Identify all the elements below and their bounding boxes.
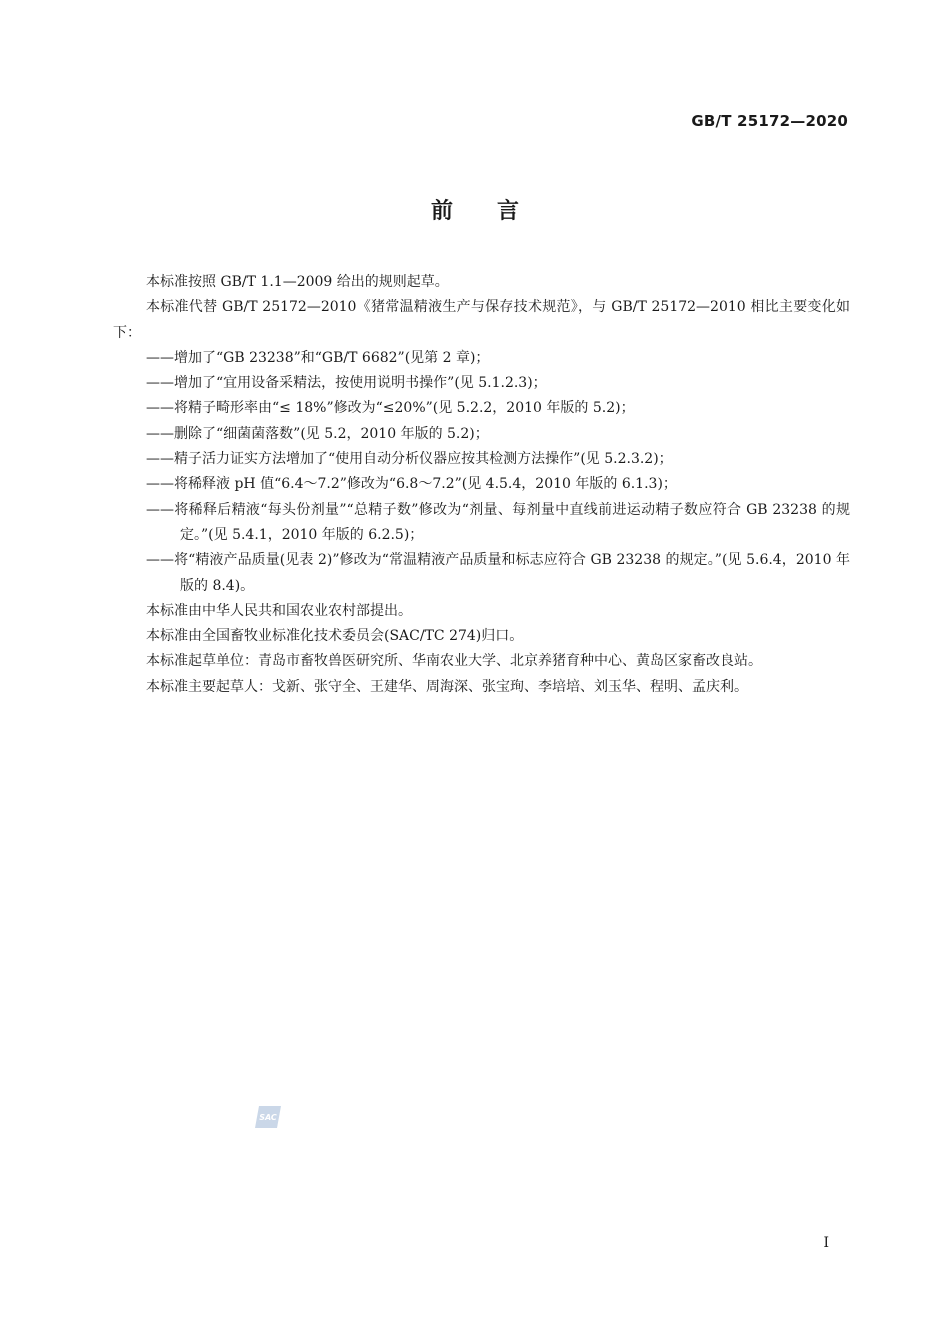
sac-logo-icon — [254, 1104, 282, 1130]
paragraph: 本标准由全国畜牧业标准化技术委员会(SAC/TC 274)归口。 — [146, 628, 524, 645]
change-item: ——增加了“GB 23238”和“GB/T 6682”(见第 2 章)； — [146, 349, 490, 366]
paragraph: 本标准代替 GB/T 25172—2010《猪常温精液生产与保存技术规范》，与 GB/T 25172—2010 相比主要变化如下： — [113, 299, 850, 341]
paragraph: 本标准起草单位：青岛市畜牧兽医研究所、华南农业大学、北京养猪育种中心、黄岛区家畜改良站。 — [146, 653, 762, 670]
change-item: ——将“精液产品质量(见表 2)”修改为“常温精液产品质量和标志应符合 GB 23238 的规定。”(见 5.6.4，2010 年版的 8.4)。 — [146, 552, 850, 594]
change-item: ——将稀释后精液“每头份剂量”“总精子数”修改为“剂量、每剂量中直线前进运动精子数应符合 GB 23238 的规定。”(见 5.4.1，2010 年版的 6.2.5)； — [146, 501, 850, 543]
foreword-body — [113, 270, 850, 700]
change-item: ——增加了“宜用设备采精法，按使用说明书操作”(见 5.1.2.3)； — [146, 375, 547, 392]
change-item: ——将精子畸形率由“≤ 18%”修改为“≤20%”(见 5.2.2，2010 年版的 5.2)； — [146, 400, 635, 417]
paragraph: 本标准由中华人民共和国农业农村部提出。 — [146, 602, 412, 619]
page-number: I — [823, 1235, 829, 1251]
change-item: ——删除了“细菌菌落数”(见 5.2，2010 年版的 5.2)； — [146, 425, 489, 442]
change-item: ——精子活力证实方法增加了“使用自动分析仪器应按其检测方法操作”(见 5.2.3.2)； — [146, 451, 673, 468]
change-item: ——将稀释液 pH 值“6.4～7.2”修改为“6.8～7.2”(见 4.5.4，2010 年版的 6.1.3)； — [146, 476, 677, 493]
svg-text:SAC: SAC — [259, 1113, 277, 1122]
standard-code: GB/T 25172—2020 — [691, 112, 848, 130]
sac-watermark-logo — [254, 1104, 282, 1130]
paragraph: 本标准主要起草人：戈新、张守全、王建华、周海深、张宝珣、李培培、刘玉华、程明、孟庆利。 — [146, 678, 748, 695]
paragraph: 本标准按照 GB/T 1.1—2009 给出的规则起草。 — [146, 274, 449, 290]
page-title: 前言 — [430, 199, 563, 224]
